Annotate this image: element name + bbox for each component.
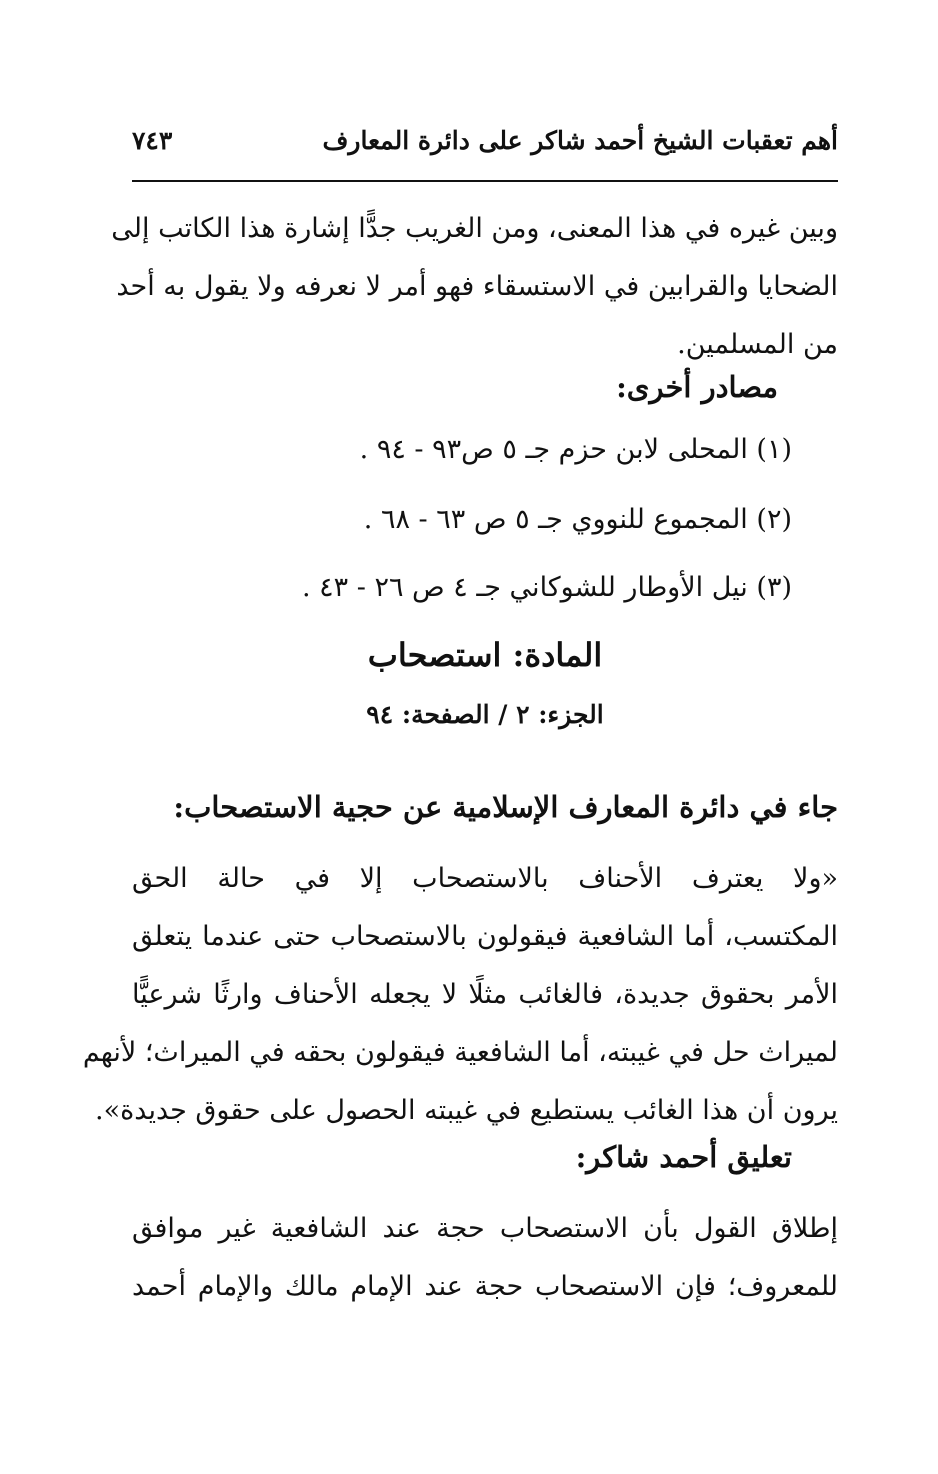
entry-reference: الجزء: ٢ / الصفحة: ٩٤: [366, 700, 604, 729]
page-number: ٧٤٣: [132, 125, 173, 155]
encyclopedia-heading: جاء في دائرة المعارف الإسلامية عن حجية الاستصحاب:: [173, 790, 838, 824]
quote-line: لميراث حل في غيبته، أما الشافعية فيقولون بحقه في الميراث؛ لأنهم: [82, 1037, 838, 1068]
intro-line: الضحايا والقرابين في الاستسقاء فهو أمر لا نعرفه ولا يقول به أحد: [116, 271, 838, 302]
intro-line: من المسلمين.: [677, 329, 838, 360]
commentary-line: إطلاق القول بأن الاستصحاب حجة عند الشافعية غير موافق: [132, 1213, 838, 1244]
source-item: (١) المحلى لابن حزم جـ ٥ ص٩٣ - ٩٤ .: [359, 434, 792, 465]
commentary-line: للمعروف؛ فإن الاستصحاب حجة عند الإمام مالك والإمام أحمد: [132, 1271, 838, 1302]
encyclopedia-quote: [82, 850, 838, 1140]
source-item: (٣) نيل الأوطار للشوكاني جـ ٤ ص ٢٦ - ٤٣ .: [301, 572, 792, 603]
quote-line: يرون أن هذا الغائب يستطيع في غيبته الحصول على حقوق جديدة».: [95, 1095, 838, 1126]
intro-line: وبين غيره في هذا المعنى، ومن الغريب جدًّا إشارة هذا الكاتب إلى: [111, 213, 838, 244]
commentary-paragraph: [132, 1200, 838, 1316]
source-item: (٢) المجموع للنووي جـ ٥ ص ٦٣ - ٦٨ .: [363, 504, 792, 535]
quote-line: «ولا يعترف الأحناف بالاستصحاب إلا في حالة الحق: [132, 863, 838, 894]
quote-line: المكتسب، أما الشافعية فيقولون بالاستصحاب حتى عندما يتعلق: [132, 921, 838, 952]
intro-paragraph: [111, 200, 838, 374]
other-sources-heading: مصادر أخرى:: [616, 370, 778, 404]
running-title: أهم تعقبات الشيخ أحمد شاكر على دائرة المعارف: [322, 125, 838, 155]
commentary-heading: تعليق أحمد شاكر:: [575, 1140, 792, 1174]
header-rule: [132, 180, 838, 182]
quote-line: الأمر بحقوق جديدة، فالغائب مثلًا لا يجعله الأحناف وارثًا شرعيًّا: [132, 979, 838, 1010]
running-header: [132, 118, 838, 162]
entry-title: المادة: استصحاب: [367, 636, 603, 674]
